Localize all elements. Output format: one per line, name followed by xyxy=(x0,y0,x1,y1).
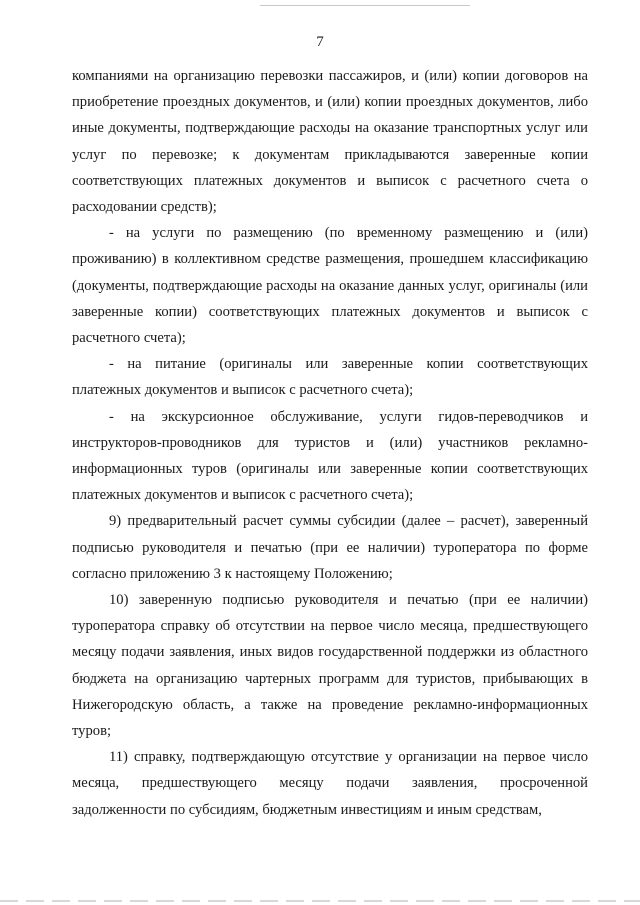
paragraph-meals: - на питание (оригиналы или заверенные копии соответствующих платежных документов и выписок с расчетного счета); xyxy=(72,356,588,399)
page-number: 7 xyxy=(316,34,324,50)
paragraph-continuation-transport: компаниями на организацию перевозки пассажиров, и (или) копии договоров на приобретение проездных документов, и (или) копии проездных документов, либо иные документы, подтверждающие расходы на оказание транспортных услуг или услуг по перевозке; к документам прикладываются заверенные копии соответствующих платежных документов и выписок с расчетного счета о расходовании средств); xyxy=(72,68,588,216)
paragraph-excursions: - на экскурсионное обслуживание, услуги гидов-переводчиков и инструкторов-проводников для туристов и (или) участников рекламно-информационных туров (оригиналы или заверенные копии соответствующих платежных документов и выписок с расчетного счета); xyxy=(72,408,588,504)
paragraph-item-11: 11) справку, подтверждающую отсутствие у организации на первое число месяца, предшествующего месяцу подачи заявления, просроченной задолженности по субсидиям, бюджетным инвестициям и иным средствам, xyxy=(72,749,588,818)
paragraph-item-10: 10) заверенную подписью руководителя и печатью (при ее наличии) туроператора справку об отсутствии на первое число месяца, предшествующего месяцу подачи заявления, иных видов государственной поддержки из областного бюджета на организацию чартерных программ для туристов, прибывающих в Нижегородскую область, а также на проведение рекламно-информационных туров; xyxy=(72,592,588,740)
paragraph-accommodation: - на услуги по размещению (по временному размещению и (или) проживанию) в коллективном средстве размещения, прошедшем классификацию (документы, подтверждающие расходы на оказание данных услуг, оригиналы (или заверенные копии) соответствующих платежных документов и выписок с расчетного счета); xyxy=(72,225,588,347)
document-body xyxy=(72,63,588,823)
paragraph-item-9: 9) предварительный расчет суммы субсидии (далее – расчет), заверенный подписью руководителя и печатью (при ее наличии) туроператора по форме согласно приложению 3 к настоящему Положению; xyxy=(72,513,588,582)
scan-edge-line-bottom xyxy=(0,900,640,902)
scan-edge-line-top xyxy=(260,5,470,6)
